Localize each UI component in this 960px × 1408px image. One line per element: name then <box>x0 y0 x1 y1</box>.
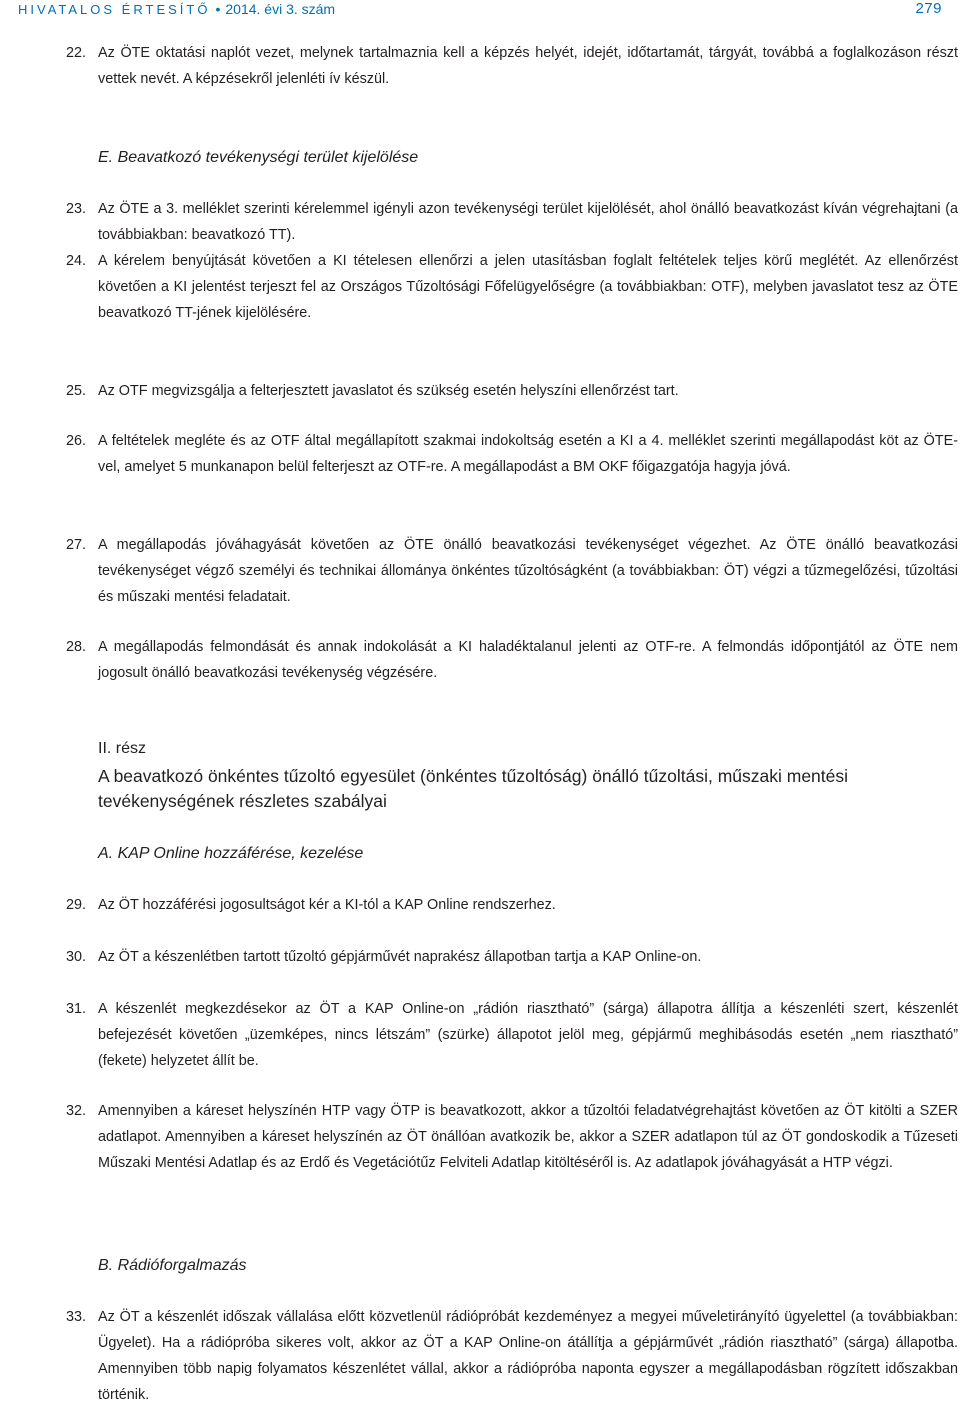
paragraph-number: 29. <box>66 897 87 913</box>
paragraph-33 <box>60 1304 958 1408</box>
paragraph-number: 28. <box>66 639 87 655</box>
subheading-e: E. Beavatkozó tevékenységi terület kijelölése <box>98 149 419 166</box>
subheading-a: A. KAP Online hozzáférése, kezelése <box>98 845 364 862</box>
header-bullet: • <box>215 1 221 17</box>
paragraph-text: Az OTF megvizsgálja a felterjesztett javaslatot és szükség esetén helyszíni ellenőrzést tart. <box>98 383 679 399</box>
paragraph-31 <box>60 996 958 1074</box>
paragraph-26 <box>60 428 958 480</box>
paragraph-text: A feltételek megléte és az OTF által megállapított szakmai indokoltság esetén a KI a 4. melléklet szerinti megállapodást köt az ÖTE-vel, amelyet 5 munkanapon belül felterjeszt az OTF-re. A megállapodást a BM OKF főigazgatója hagyja jóvá. <box>98 433 958 475</box>
paragraph-number: 32. <box>66 1103 87 1119</box>
paragraph-text: A készenlét megkezdésekor az ÖT a KAP Online-on „rádión riasztható” (sárga) állapotra állítja a készenléti szert, készenlét befejezését követően „üzemképes, nincs létszám” (szürke) állapotot jelöl meg, gépjármű meghibásodás esetén „nem riasztható” (fekete) helyzetet állít be. <box>98 1001 958 1069</box>
paragraph-number: 22. <box>66 45 87 61</box>
paragraph-number: 30. <box>66 949 87 965</box>
paragraph-32 <box>60 1098 958 1176</box>
part-title: A beavatkozó önkéntes tűzoltó egyesület (önkéntes tűzoltóság) önálló tűzoltási, műszaki mentési tevékenységének részletes szabályai <box>98 766 849 811</box>
paragraph-number: 26. <box>66 433 87 449</box>
issue-label: 2014. évi 3. szám <box>225 1 336 17</box>
paragraph-27 <box>60 532 958 610</box>
paragraph-number: 27. <box>66 537 87 553</box>
paragraph-22 <box>60 40 958 92</box>
paragraph-text: A megállapodás felmondását és annak indokolását a KI haladéktalanul jelenti az OTF-re. A felmondás időpontjától az ÖTE nem jogosult önálló beavatkozási tevékenység végzésére. <box>98 639 958 681</box>
paragraph-number: 25. <box>66 383 87 399</box>
paragraph-text: Az ÖT a készenlétben tartott tűzoltó gépjárművét naprakész állapotban tartja a KAP Online-on. <box>98 949 702 965</box>
page-header <box>18 0 942 24</box>
paragraph-number: 23. <box>66 201 87 217</box>
paragraph-text: Az ÖT hozzáférési jogosultságot kér a KI-tól a KAP Online rendszerhez. <box>98 897 556 913</box>
paragraph-23 <box>60 196 958 248</box>
paragraph-number: 33. <box>66 1309 87 1325</box>
paragraph-30 <box>60 944 958 970</box>
paragraph-29 <box>60 892 958 918</box>
paragraph-text: Amennyiben a káreset helyszínén HTP vagy ÖTP is beavatkozott, akkor a tűzoltói feladatvégrehajtást követően az ÖT kitölti a SZER adatlapot. Amennyiben a káreset helyszínén az ÖT önállóan avatkozik be, akkor a SZER adatlapon túl az ÖT gondoskodik a Tűzeseti Műszaki Mentési Adatlap és az Erdő és Vegetációtűz Felviteli Adatlap kitöltéséről is. Az adatlapok jóváhagyását a HTP végzi. <box>98 1103 958 1171</box>
part-number: II. rész <box>98 740 147 757</box>
paragraph-24 <box>60 248 958 326</box>
paragraph-number: 31. <box>66 1001 87 1017</box>
paragraph-text: Az ÖT a készenlét időszak vállalása előtt közvetlenül rádiópróbát kezdeményez a megyei műveletirányító ügyelettel (a továbbiakban: Ügyelet). Ha a rádiópróba sikeres volt, akkor az ÖT a KAP Online-on átállítja a gépjárművét „rádión riasztható” (sárga) állapotba. Amennyiben több napig folyamatos készenlétet vállal, akkor a rádiópróba naponta egyszer a megállapodásban rögzített időszakban történik. <box>98 1309 958 1403</box>
paragraph-25 <box>60 378 958 404</box>
paragraph-text: A kérelem benyújtását követően a KI tételesen ellenőrzi a jelen utasításban foglalt feltételek teljes körű meglétét. Az ellenőrzést követően a KI jelentést terjeszt fel az Országos Tűzoltósági Főfelügyelőségre (a továbbiakban: OTF), melyben javaslatot tesz az ÖTE beavatkozó TT-jének kijelölésére. <box>98 253 958 321</box>
page-number: 279 <box>915 0 942 17</box>
paragraph-text: A megállapodás jóváhagyását követően az ÖTE önálló beavatkozási tevékenységet végezhet. Az ÖTE önálló beavatkozási tevékenységet végző személyi és technikai állománya önkéntes tűzoltóságként (a továbbiakban: ÖT) végzi a tűzmegelőzési, tűzoltási és műszaki mentési feladatait. <box>98 537 958 605</box>
paragraph-text: Az ÖTE a 3. melléklet szerinti kérelemmel igényli azon tevékenységi terület kijelölését, ahol önálló beavatkozást kíván végrehajtani (a továbbiakban: beavatkozó TT). <box>98 201 958 243</box>
journal-title: HIVATALOS ÉRTESÍTŐ <box>18 2 211 17</box>
subheading-b: B. Rádióforgalmazás <box>98 1257 247 1274</box>
paragraph-text: Az ÖTE oktatási naplót vezet, melynek tartalmaznia kell a képzés helyét, idejét, időtartamát, tárgyát, továbbá a foglalkozáson részt vettek nevét. A képzésekről jelenléti ív készül. <box>98 45 958 87</box>
paragraph-number: 24. <box>66 253 87 269</box>
paragraph-28 <box>60 634 958 686</box>
